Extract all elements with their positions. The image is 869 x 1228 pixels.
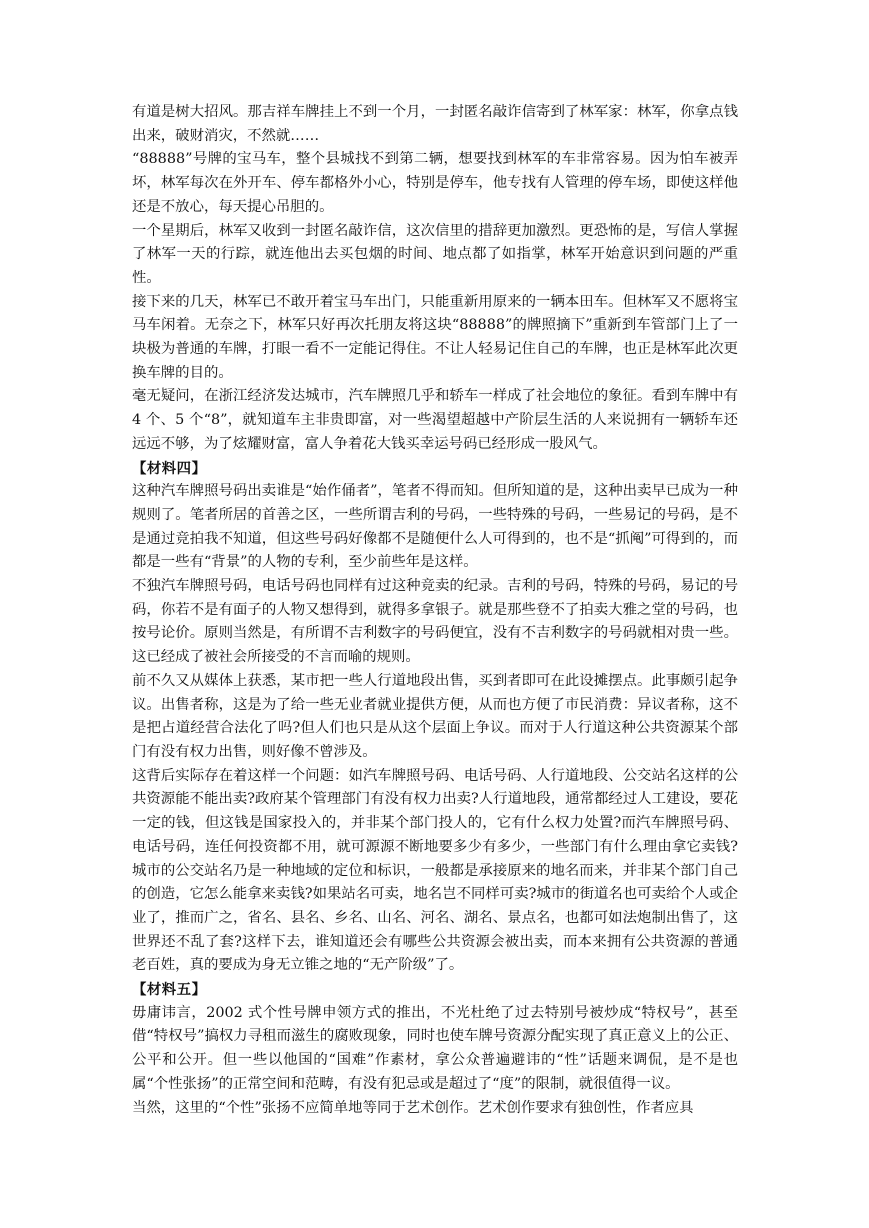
paragraph: 接下来的几天，林军已不敢开着宝马车出门，只能重新用原来的一辆本田车。但林军又不愿将宝马车闲着。无奈之下，林军只好再次托朋友将这块“88888”的牌照摘下”重新到车管部门上了一块极为普通的车牌，打眼一看不一定能记得住。不让人轻易记住自己的车牌，也正是林军此次更换车牌的目的。 [132, 293, 738, 381]
paragraph: 不独汽车牌照号码，电话号码也同样有过这种竞卖的纪录。吉利的号码，特殊的号码，易记的号码，你若不是有面子的人物又想得到，就得多拿银子。就是那些登不了拍卖大雅之堂的号码，也按号论价。原则当然是，有所谓不吉利数字的号码便宜，没有不吉利数字的号码就相对贵一些。这已经成了被社会所接受的不言而喻的规则。 [132, 578, 738, 666]
paragraph: 有道是树大招风。那吉祥车牌挂上不到一个月，一封匿名敲诈信寄到了林军家：林军，你拿点钱出来，破财消灾，不然就…… [132, 104, 738, 144]
paragraph: 毋庸讳言，2002 式个性号牌申领方式的推出，不光杜绝了过去特别号被炒成“特权号”，甚至借“特权号”搞权力寻租而滋生的腐败现象，同时也使车牌号资源分配实现了真正意义上的公正、公平和公开。但一些以他国的“国难”作素材，拿公众普遍避讳的“性”话题来调侃，是不是也属“个性张扬”的正常空间和范畴，有没有犯忌或是超过了“度”的限制，就很值得一议。 [132, 1004, 738, 1092]
section-heading: 【材料四】 [132, 459, 207, 477]
paragraph: 毫无疑问，在浙江经济发达城市，汽车牌照几乎和轿车一样成了社会地位的象征。看到车牌中有 4 个、5 个“8”，就知道车主非贵即富，对一些渴望超越中产阶层生活的人来说拥有一辆轿车还远远不够，为了炫耀财富，富人争着花大钱买幸运号码已经形成一股风气。 [132, 388, 738, 452]
paragraph: 这种汽车牌照号码出卖谁是“始作俑者”，笔者不得而知。但所知道的是，这种出卖早已成为一种规则了。笔者所居的首善之区，一些所谓吉利的号码，一些特殊的号码，一些易记的号码，是不是通过竞拍我不知道，但这些号码好像都不是随便什么人可得到的，也不是“抓阄”可得到的，而都是一些有“背景”的人物的专利，至少前些年是这样。 [132, 483, 738, 571]
paragraph: “88888”号牌的宝马车，整个县城找不到第二辆，想要找到林军的车非常容易。因为怕车被弄坏，林军每次在外开车、停车都格外小心，特别是停车，他专找有人管理的停车场，即使这样他还是不放心，每天提心吊胆的。 [132, 151, 738, 215]
section-heading: 【材料五】 [132, 981, 207, 999]
document-body [132, 101, 738, 1120]
paragraph: 一个星期后，林军又收到一封匿名敲诈信，这次信里的措辞更加激烈。更恐怖的是，写信人掌握了林军一天的行踪，就连他出去买包烟的时间、地点都了如指掌，林军开始意识到问题的严重性。 [132, 222, 738, 286]
paragraph: 前不久又从媒体上获悉，某市把一些人行道地段出售，买到者即可在此设摊摆点。此事颇引起争议。出售者称，这是为了给一些无业者就业提供方便，从而也方便了市民消费：异议者称，这不是把占道经营合法化了吗?但人们也只是从这个层面上争议。而对于人行道这种公共资源某个部门有没有权力出售，则好像不曾涉及。 [132, 672, 738, 760]
paragraph: 这背后实际存在着这样一个问题：如汽车牌照号码、电话号码、人行道地段、公交站名这样的公共资源能不能出卖?政府某个管理部门有没有权力出卖?人行道地段，通常都经过人工建设，要花一定的钱，但这钱是国家投入的，并非某个部门投人的，它有什么权力处置?而汽车牌照号码、电话号码，连任何投资都不用，就可源源不断地要多少有多少，一些部门有什么理由拿它卖钱?城市的公交站名乃是一种地域的定位和标识，一般都是承接原来的地名而来，并非某个部门自己的创造，它怎么能拿来卖钱?如果站名可卖，地名岂不同样可卖?城市的街道名也可卖给个人或企业了，推而广之，省名、县名、乡名、山名、河名、湖名、景点名，也都可如法炮制出售了，这世界还不乱了套?这样下去，谁知道还会有哪些公共资源会被出卖，而本来拥有公共资源的普通老百姓，真的要成为身无立锥之地的“无产阶级”了。 [132, 767, 738, 974]
paragraph: 当然，这里的“个性”张扬不应简单地等同于艺术创作。艺术创作要求有独创性，作者应具 [132, 1099, 694, 1116]
